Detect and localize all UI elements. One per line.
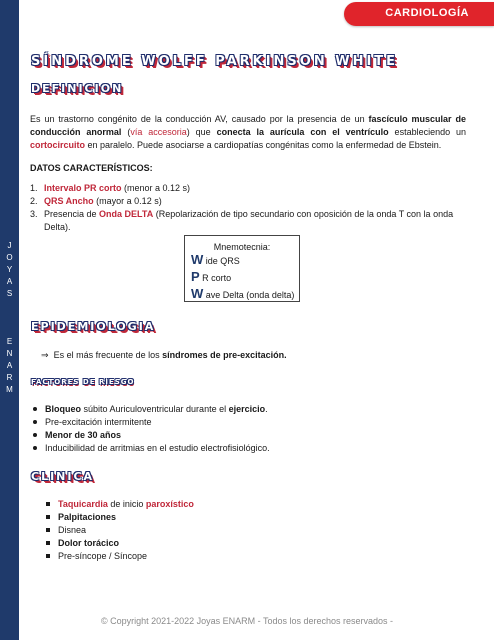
sidebar-letters-joyas [0, 240, 19, 300]
sidebar-letter: O [6, 253, 13, 262]
risk-factors-list [31, 403, 461, 455]
sidebar-letter: M [6, 385, 13, 394]
section-heading-epidemiologia: EPIDEMIOLOGIA [31, 320, 156, 333]
left-sidebar [0, 0, 19, 640]
copyright-footer: © Copyright 2021-2022 Joyas ENARM - Todos los derechos reservados - [100, 616, 394, 626]
sidebar-letter: R [6, 373, 13, 382]
mnemonic-title: Mnemotecnia: [213, 242, 271, 252]
category-banner [344, 2, 494, 26]
epidemiology-line: ⇒ Es el más frecuente de los síndromes de pre-excitación. [41, 350, 287, 360]
sidebar-letter: E [6, 337, 13, 346]
sidebar-letter: N [6, 349, 13, 358]
clinical-list [44, 498, 444, 563]
list-item: Palpitaciones [44, 511, 444, 524]
sidebar-letters-enarm [0, 336, 19, 396]
mnemonic-row: P R corto [191, 269, 232, 284]
datos-label: DATOS CARACTERÍSTICOS: [30, 163, 153, 173]
list-item: Bloqueo súbito Auriculoventricular durante el ejercicio. [31, 403, 461, 416]
datos-list [30, 182, 470, 234]
list-item: Dolor torácico [44, 537, 444, 550]
list-item: Pre-síncope / Síncope [44, 550, 444, 563]
section-heading-clinica: CLINICA [31, 470, 95, 483]
page-title: SÍNDROME WOLFF PARKINSON WHITE [31, 54, 399, 69]
definition-paragraph: Es un trastorno congénito de la conducción AV, causado por la presencia de un fascículo muscular de conducción anormal (vía accesoria) que conecta la aurícula con el ventrículo estableciendo un cortocircuito en paralelo. Puede asociarse a cardiopatías congénitas como la enfermedad de Ebstein. [30, 114, 467, 150]
list-item: Taquicardia de inicio paroxístico [44, 498, 444, 511]
list-item: Menor de 30 años [31, 429, 461, 442]
section-heading-factores: FACTORES DE RIESGO [31, 378, 135, 386]
arrow-icon: ⇒ [41, 350, 49, 360]
sidebar-letter: J [7, 241, 12, 250]
sidebar-letter: S [6, 289, 13, 298]
category-label: CARDIOLOGÍA [385, 7, 469, 19]
list-item: Pre-excitación intermitente [31, 416, 461, 429]
list-item: 1. Intervalo PR corto (menor a 0.12 s) [30, 183, 191, 193]
section-heading-definicion: DEFINICION [31, 82, 124, 95]
list-item: Inducibilidad de arritmias en el estudio electrofisiológico. [31, 442, 461, 455]
mnemonic-row: W ave Delta (onda delta) [191, 286, 295, 301]
list-item: 3. Presencia de Onda DELTA (Repolarización de tipo secundario con oposición de la onda T con la onda Delta). [30, 209, 454, 232]
mnemonic-box [184, 235, 300, 302]
sidebar-letter: Y [6, 265, 13, 274]
sidebar-letter: A [6, 361, 13, 370]
sidebar-letter: A [6, 277, 13, 286]
list-item: Disnea [44, 524, 444, 537]
list-item: 2. QRS Ancho (mayor a 0.12 s) [30, 196, 162, 206]
mnemonic-row: W ide QRS [191, 252, 240, 267]
